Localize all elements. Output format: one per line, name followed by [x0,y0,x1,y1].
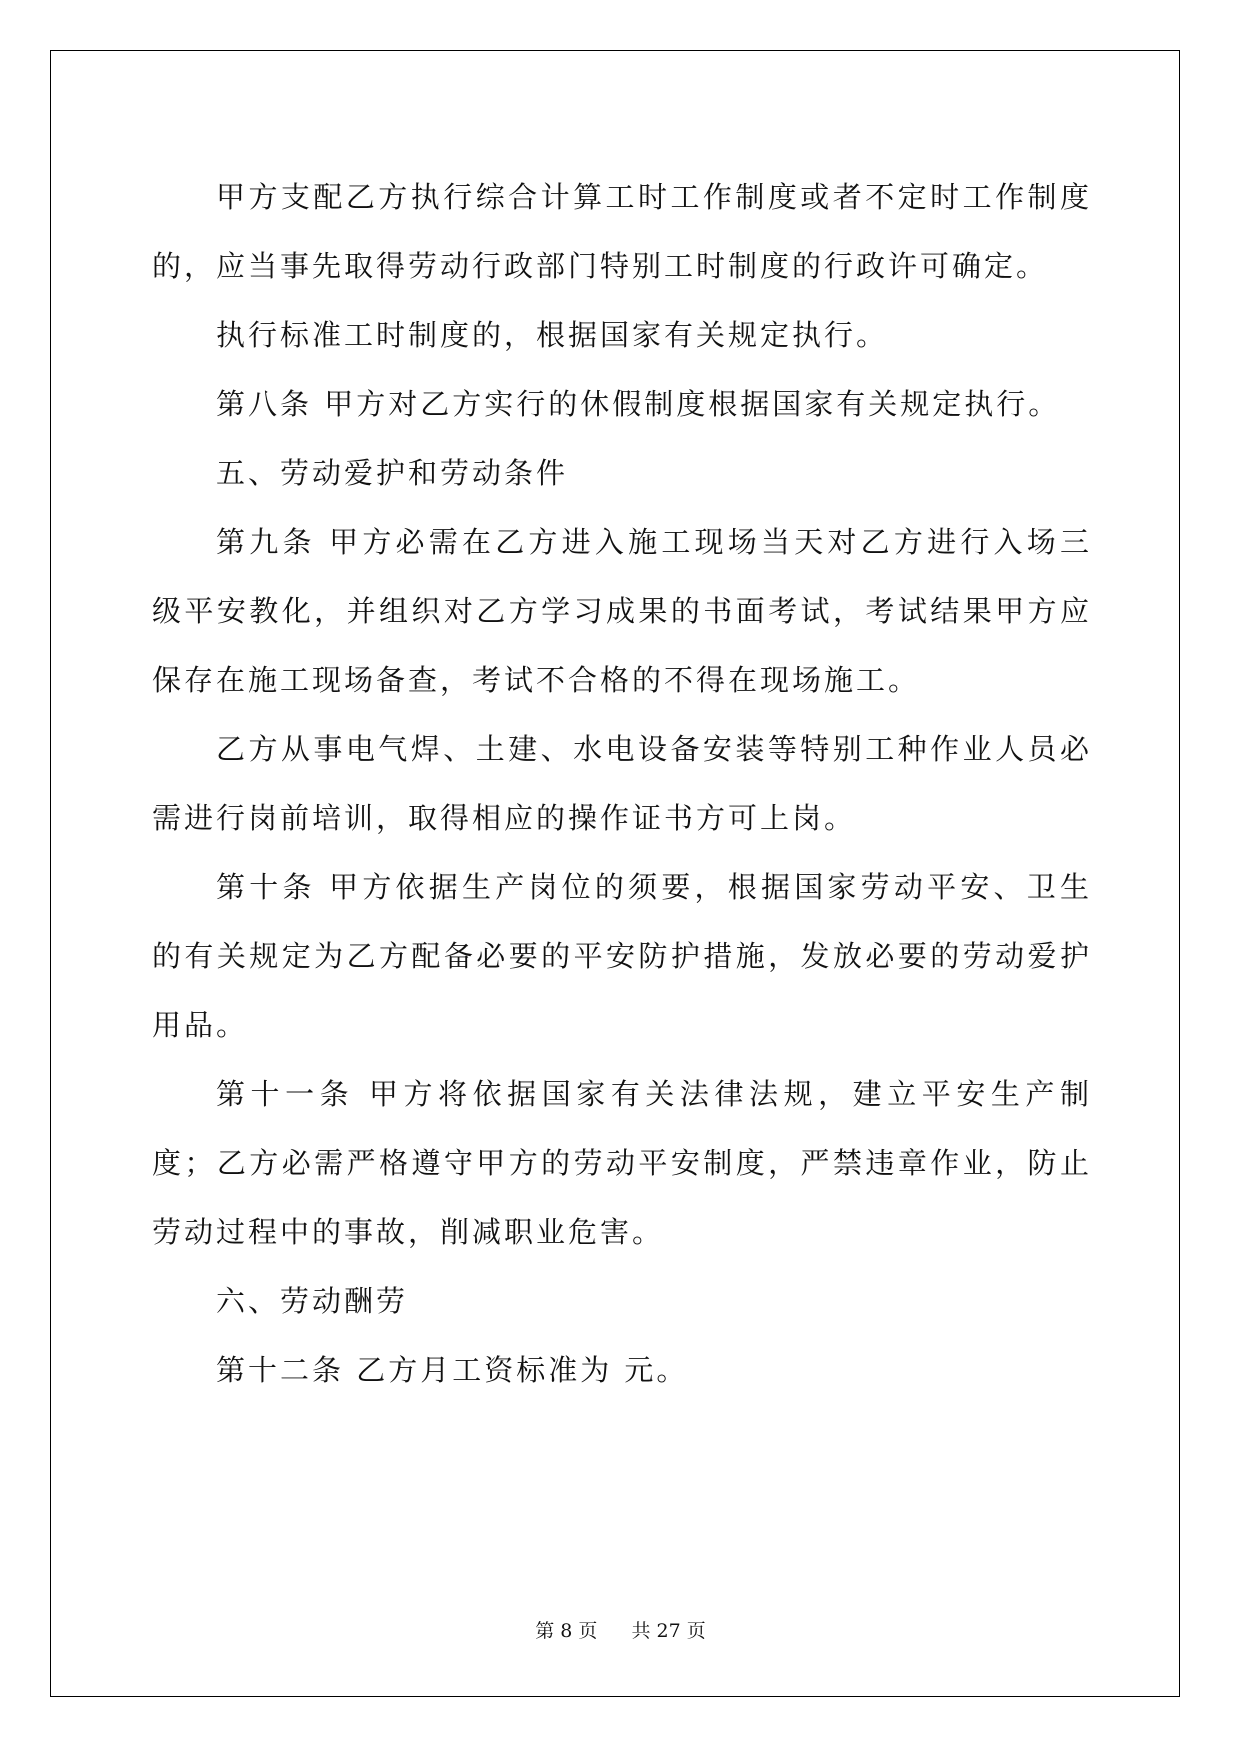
page-number: 第 8 页 [535,1620,598,1642]
paragraph: 第九条 甲方必需在乙方进入施工现场当天对乙方进行入场三级平安教化，并组织对乙方学习成果的书面考试，考试结果甲方应保存在施工现场备查，考试不合格的不得在现场施工。 [152,525,1092,697]
section-heading: 五、劳动爱护和劳动条件 [216,456,569,490]
paragraph: 第十二条 乙方月工资标准为 元。 [216,1353,689,1387]
document-body [152,163,1092,1405]
paragraph: 甲方支配乙方执行综合计算工时工作制度或者不定时工作制度的，应当事先取得劳动行政部门特别工时制度的行政许可确定。 [152,180,1092,283]
page-total: 共 27 页 [631,1620,706,1642]
paragraph: 第八条 甲方对乙方实行的休假制度根据国家有关规定执行。 [216,387,1061,421]
paragraph: 第十条 甲方依据生产岗位的须要，根据国家劳动平安、卫生的有关规定为乙方配备必要的平安防护措施，发放必要的劳动爱护用品。 [152,870,1092,1042]
page-footer [0,1616,1241,1643]
paragraph: 第十一条 甲方将依据国家有关法律法规，建立平安生产制度；乙方必需严格遵守甲方的劳动平安制度，严禁违章作业，防止劳动过程中的事故，削减职业危害。 [152,1077,1092,1249]
section-heading: 六、劳动酬劳 [216,1284,409,1318]
paragraph: 执行标准工时制度的，根据国家有关规定执行。 [216,318,889,352]
paragraph: 乙方从事电气焊、土建、水电设备安装等特别工种作业人员必需进行岗前培训，取得相应的操作证书方可上岗。 [152,732,1092,835]
